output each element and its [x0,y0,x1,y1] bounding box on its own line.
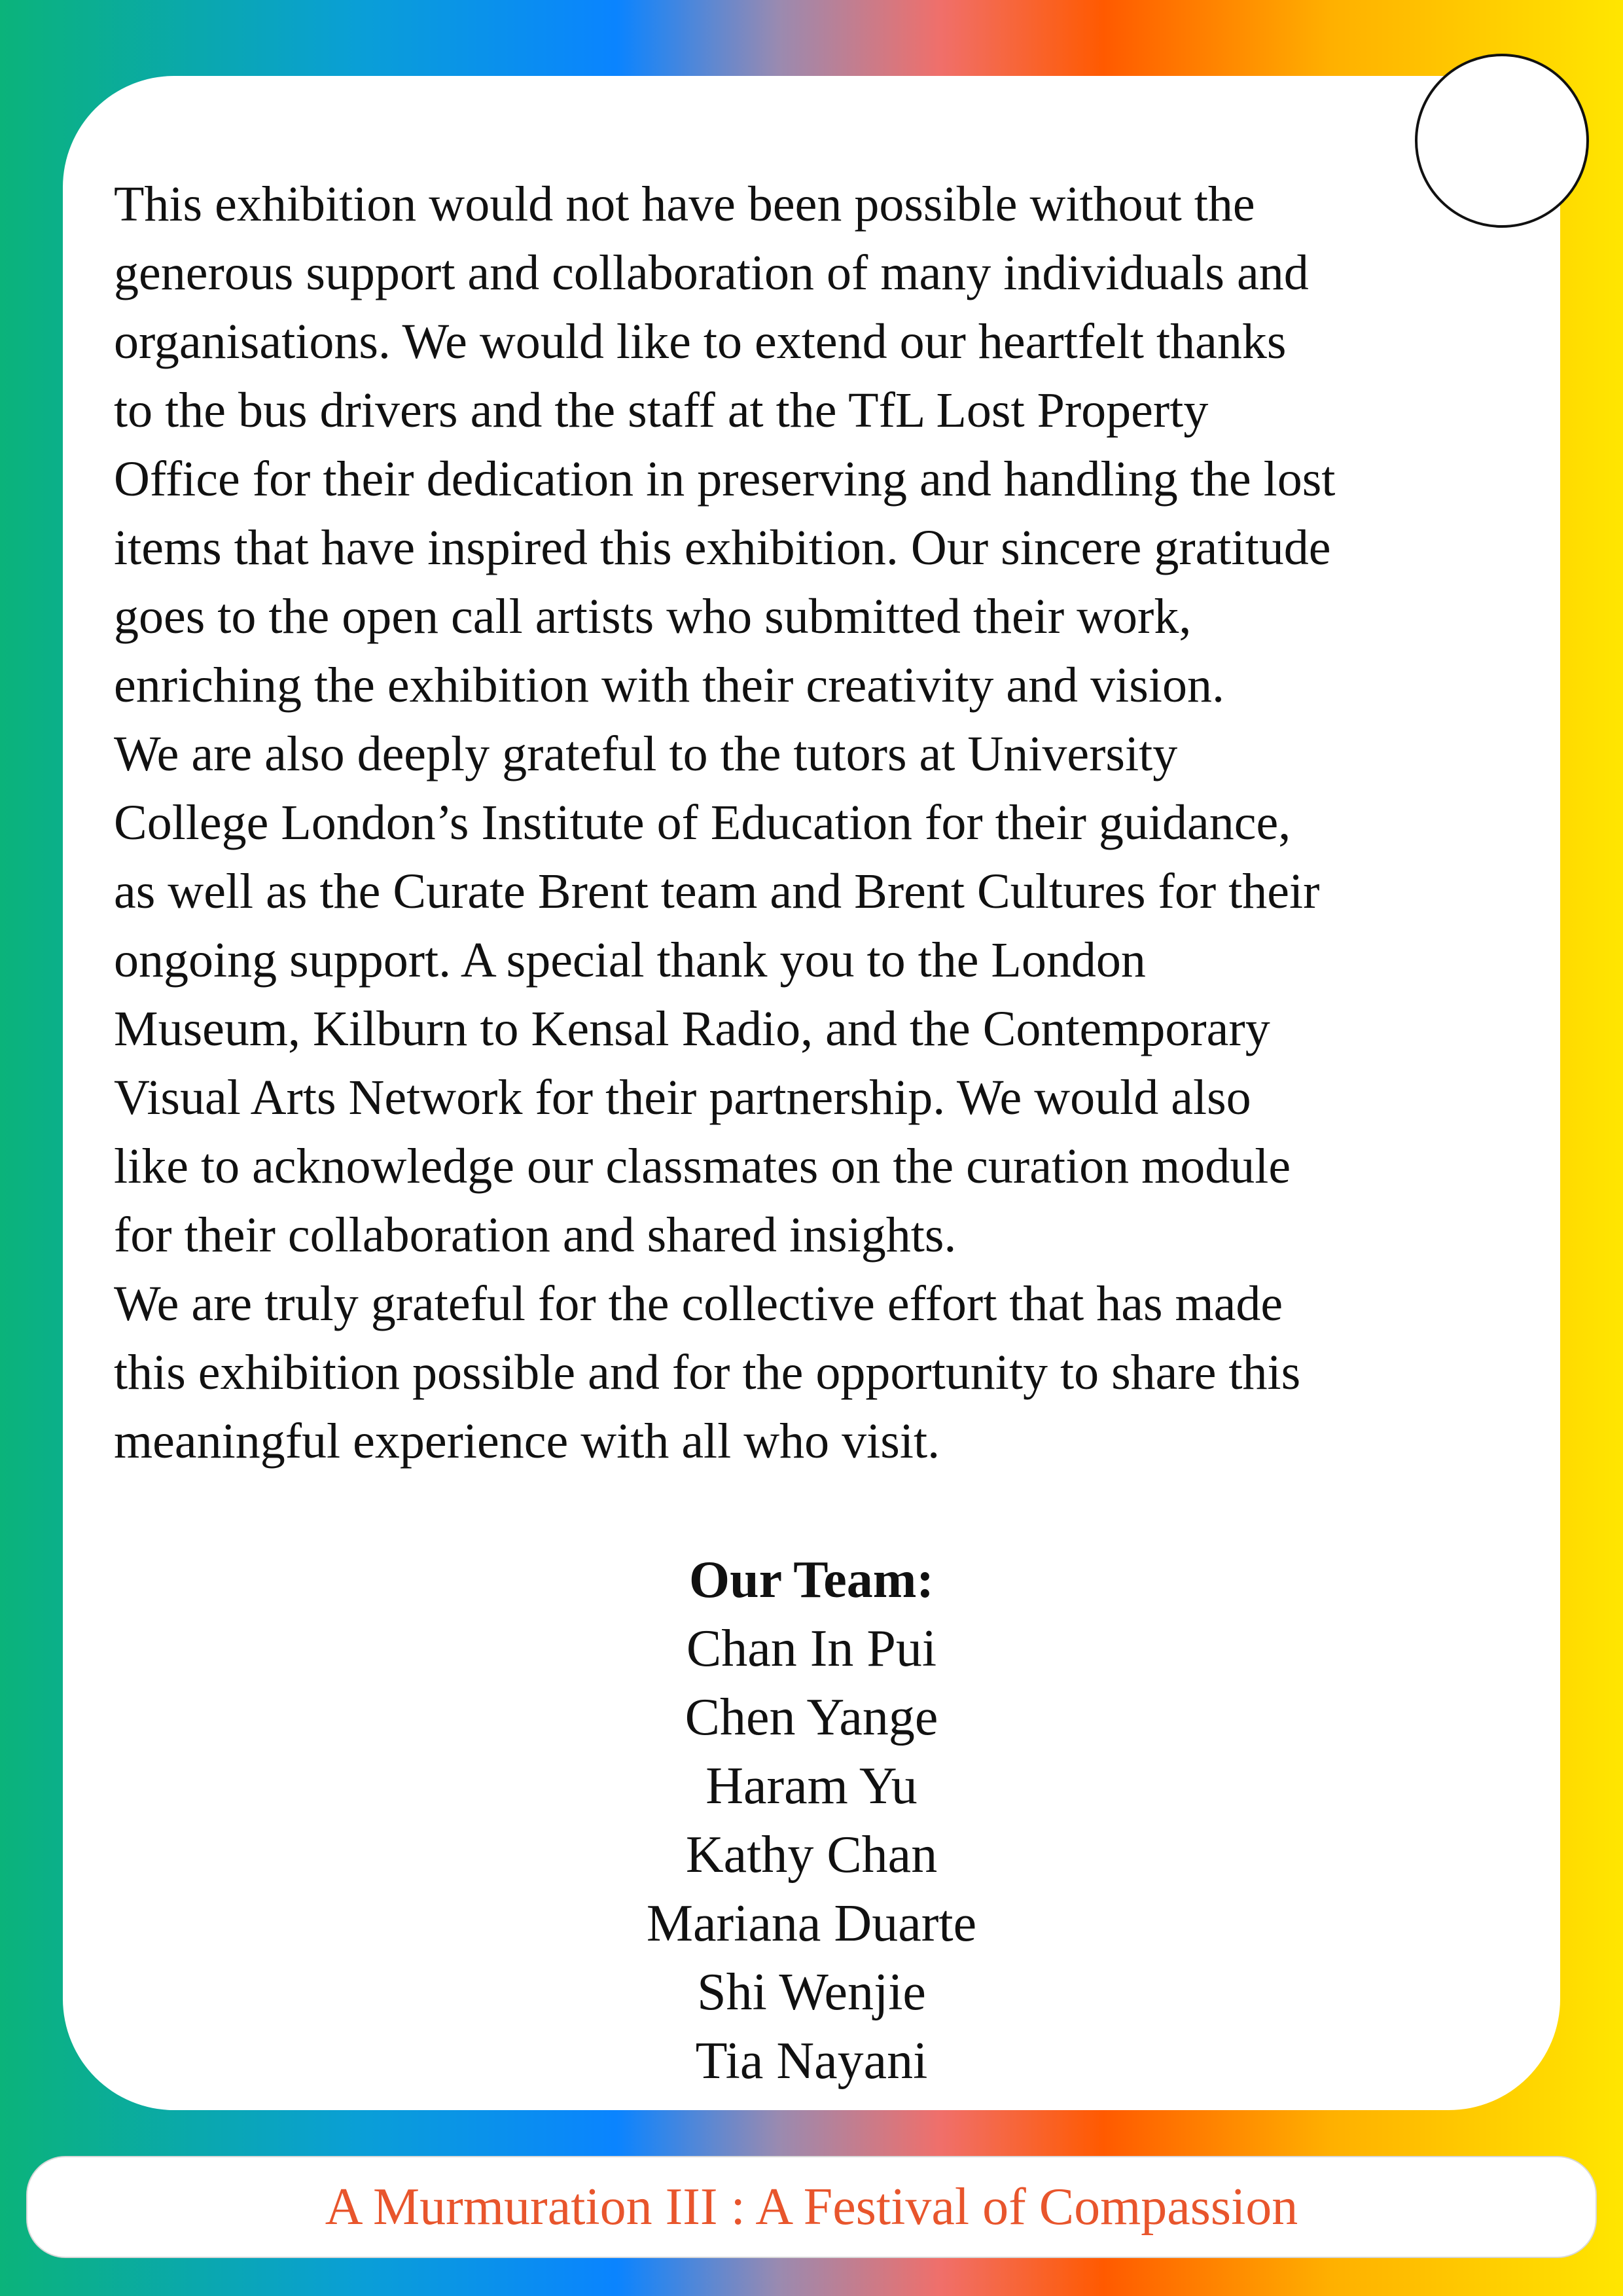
team-member: Tia Nayani [695,2032,928,2090]
acknowledgement-text: This exhibition would not have been possible without the generous support and collaboration of many individuals and organisations. We would like to extend our heartfelt thanks to the bus drivers and the staff at the TfL Lost Property Office for their dedication in preserving and handling the lost items that have inspired this exhibition. Our sincere gratitude goes to the open call artists who submitted their work, enriching the exhibition with their creativity and vision. We are also deeply grateful to the tutors at University College London’s Institute of Education for their guidance, as well as the Curate Brent team and Brent Cultures for their ongoing support. A special thank you to the London Museum, Kilburn to Kensal Radio, and the Contemporary Visual Arts Network for their partnership. We would also like to acknowledge our classmates on the curation module for their collaboration and shared insights. We are truly grateful for the collective effort that has made this exhibition possible and for the opportunity to share this meaningful experience with all who visit. [114,177,1336,1469]
team-member: Chen Yange [685,1689,938,1746]
team-member: Chan In Pui [686,1620,937,1677]
team-section [63,1546,1560,2096]
team-member: Mariana Duarte [646,1895,977,1952]
team-member: Haram Yu [705,1757,918,1815]
team-member: Kathy Chan [685,1826,938,1884]
festival-title: A Murmuration III : A Festival of Compassion [325,2178,1298,2236]
team-member: Shi Wenjie [697,1964,926,2021]
footer-bar [26,2156,1597,2258]
team-heading: Our Team: [688,1551,935,1609]
